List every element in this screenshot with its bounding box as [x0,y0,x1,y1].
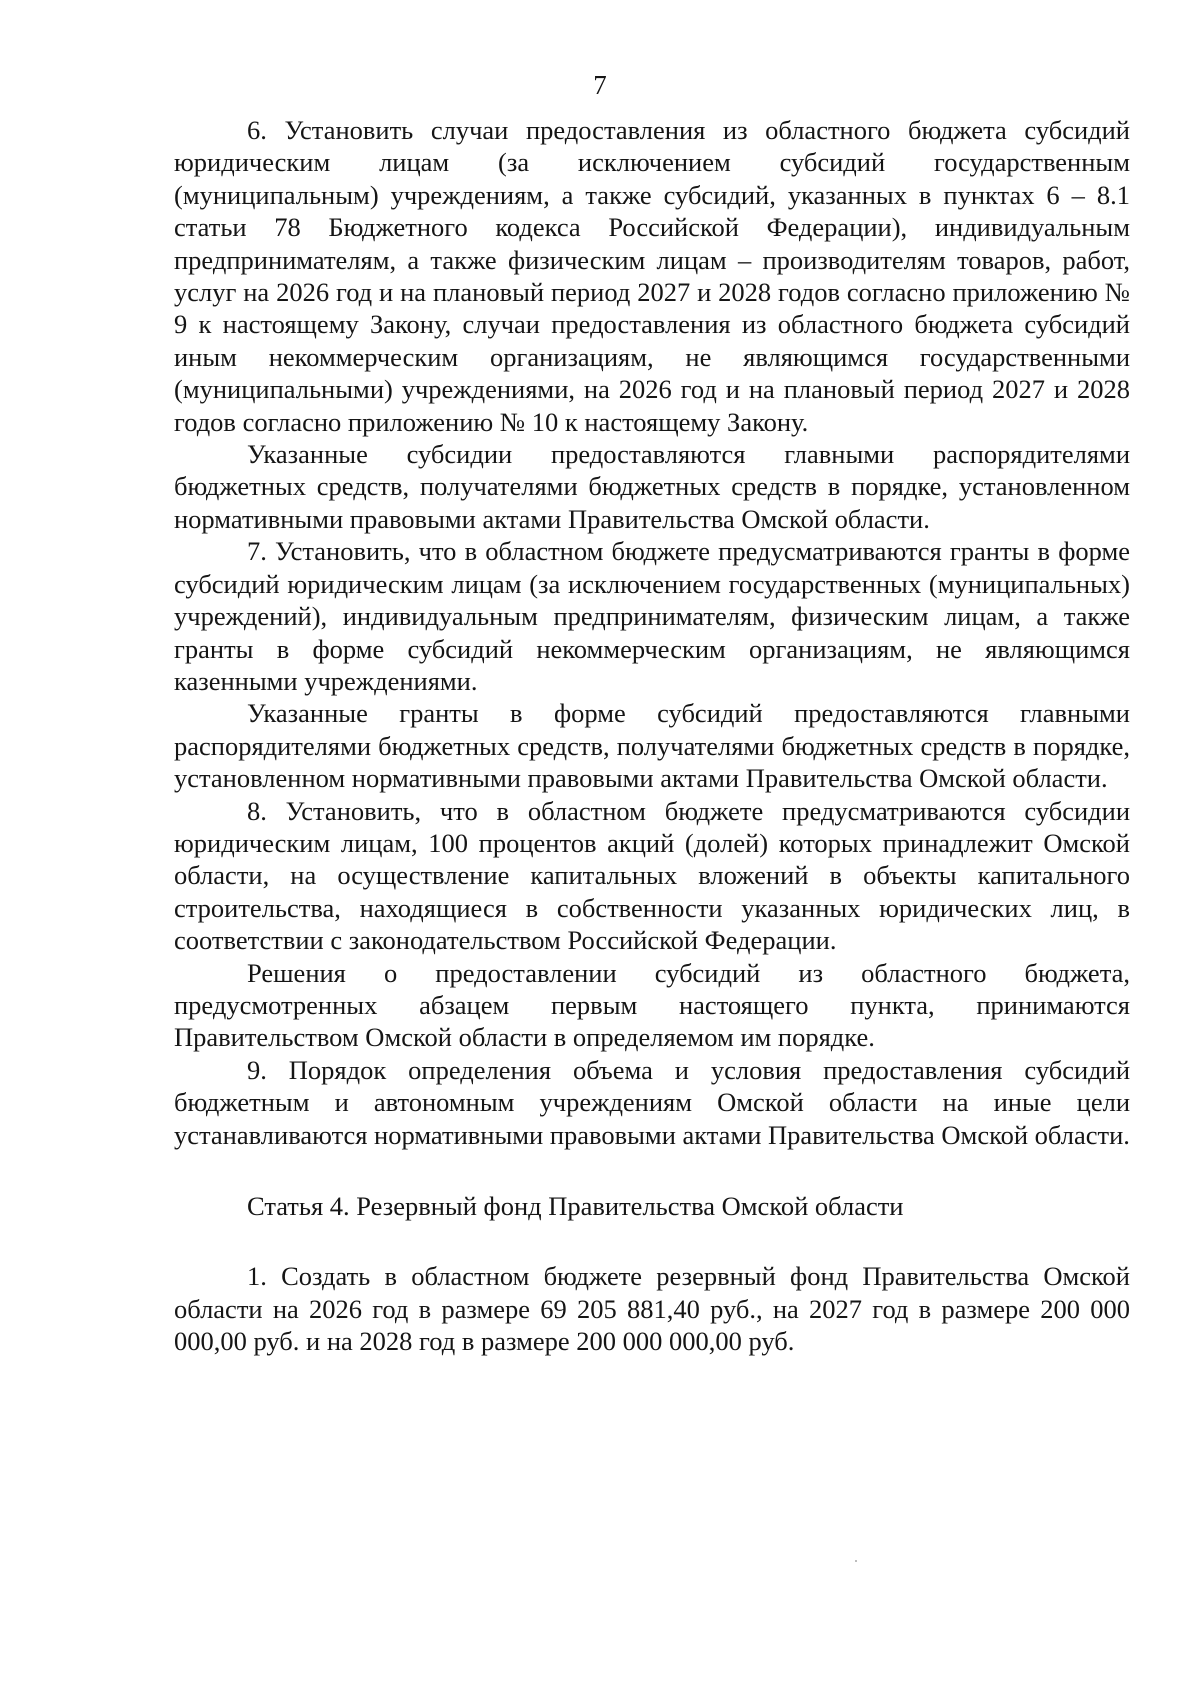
document-body [174,114,1130,1358]
paragraph-item-7: 7. Установить, что в областном бюджете предусматриваются гранты в форме субсидий юридическим лицам (за исключением государственных (муниципальных) учреждений), индивидуальным предпринимателям, физическим лицам, а также гранты в форме субсидий некоммерческим организациям, не являющимся казенными учреждениями. [174,536,1130,696]
paragraph-item-9: 9. Порядок определения объема и условия предоставления субсидий бюджетным и автономным учреждениям Омской области на иные цели устанавливаются нормативными правовыми актами Правительства Омской области. [174,1054,1130,1150]
article-heading: Статья 4. Резервный фонд Правительства Омской области [247,1191,904,1221]
paragraph-reserve-fund: 1. Создать в областном бюджете резервный фонд Правительства Омской области на 2026 год в размере 69 205 881,40 руб., на 2027 год в размере 200 000 000,00 руб. и на 2028 год в размере 200 000 000,00 руб. [174,1261,1130,1357]
paragraph-item-6-subsidies-procedure: Указанные субсидии предоставляются главными распорядителями бюджетных средств, получателями бюджетных средств в порядке, установленном нормативными правовыми актами Правительства Омской области. [174,439,1130,534]
page-number: 7 [593,70,607,100]
paragraph-item-8-decisions: Решения о предоставлении субсидий из областного бюджета, предусмотренных абзацем первым настоящего пункта, принимаются Правительством Омской области в определяемом им порядке. [174,957,1130,1053]
scan-speck [855,1560,857,1562]
paragraph-item-7-grants-procedure: Указанные гранты в форме субсидий предоставляются главными распорядителями бюджетных средств, получателями бюджетных средств в порядке, установленном нормативными правовыми актами Правительства Омской области. [174,698,1130,794]
paragraph-item-8: 8. Установить, что в областном бюджете предусматриваются субсидии юридическим лицам, 100 процентов акций (долей) которых принадлежит Омской области, на осуществление капитальных вложений в объекты капитального строительства, находящиеся в собственности указанных юридических лиц, в соответствии с законодательством Российской Федерации. [174,795,1130,956]
paragraph-item-6: 6. Установить случаи предоставления из областного бюджета субсидий юридическим лицам (за исключением субсидий государственным (муниципальным) учреждениям, а также субсидий, указанных в пунктах 6 – 8.1 статьи 78 Бюджетного кодекса Российской Федерации), индивидуальным предпринимателям, а также физическим лицам – производителям товаров, работ, услуг на 2026 год и на плановый период 2027 и 2028 годов согласно приложению № 9 к настоящему Закону, случаи предоставления из областного бюджета субсидий иным некоммерческим организациям, не являющимся государственными (муниципальными) учреждениями, на 2026 год и на плановый период 2027 и 2028 годов согласно приложению № 10 к настоящему Закону. [174,115,1130,437]
